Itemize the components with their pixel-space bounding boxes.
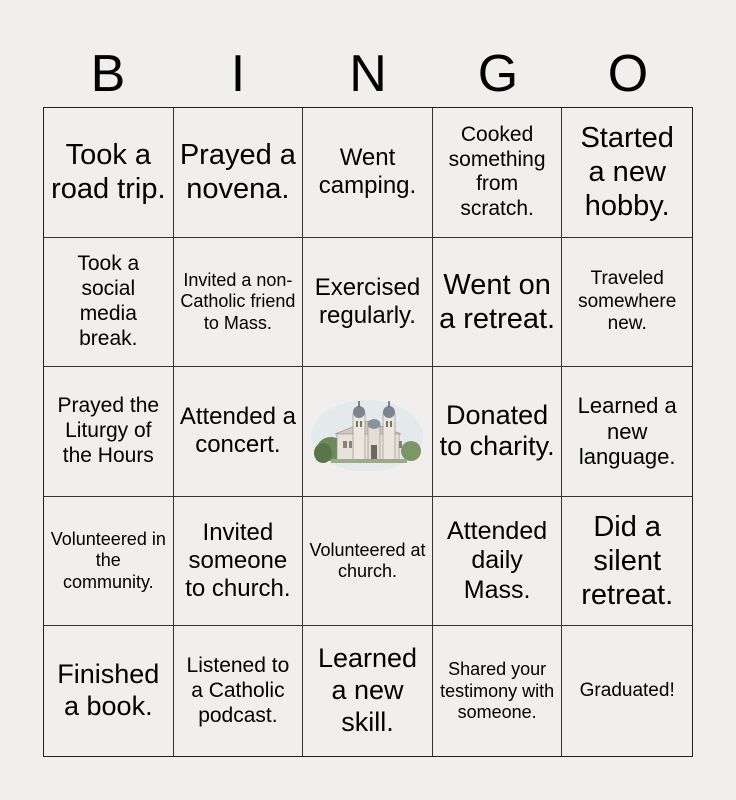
bingo-cell-r3-c4 — [433, 367, 563, 497]
header-letter-b: B — [90, 45, 126, 103]
bingo-cell-r2-c2 — [174, 238, 304, 368]
bingo-cell-text: Learned a new skill. — [317, 643, 418, 738]
bingo-cell-text: Exercised regularly. — [314, 273, 421, 329]
bingo-cell-r1-c2 — [174, 108, 304, 238]
bingo-cell-text: Started a new hobby. — [580, 121, 674, 223]
bingo-cell-text: Donated to charity. — [439, 399, 555, 462]
bingo-cell-r5-c4 — [433, 626, 563, 756]
bingo-cell-r3-c1 — [44, 367, 174, 497]
bingo-cell-text: Took a social media break. — [77, 252, 140, 350]
bingo-cell-text: Traveled somewhere new. — [578, 268, 677, 335]
bingo-header — [43, 40, 693, 108]
bingo-cell-text: Invited someone to church. — [185, 518, 291, 603]
bingo-cell-text: Graduated! — [579, 679, 675, 701]
bingo-cell-r2-c5 — [562, 238, 692, 368]
bingo-cell-text: Took a road trip. — [51, 139, 166, 206]
bingo-cell-text: Prayed a novena. — [179, 139, 296, 206]
bingo-cell-r4-c1 — [44, 497, 174, 627]
bingo-cell-r2-c3 — [303, 238, 433, 368]
bingo-cell-r3-c5 — [562, 367, 692, 497]
bingo-cell-r4-c5 — [562, 497, 692, 627]
header-letter-i: I — [230, 45, 246, 103]
bingo-cell-r5-c2 — [174, 626, 304, 756]
bingo-cell-r5-c5 — [562, 626, 692, 756]
header-letter-o: O — [607, 45, 649, 103]
bingo-cell-r2-c4 — [433, 238, 563, 368]
bingo-cell-text: Attended daily Mass. — [447, 516, 548, 604]
bingo-cell-text: Cooked something from scratch. — [448, 122, 546, 221]
cathedral-illustration-icon — [311, 391, 423, 471]
bingo-cell-r1-c3 — [303, 108, 433, 238]
bingo-cell-text: Went on a retreat. — [439, 268, 556, 335]
bingo-cell-text: Listened to a Catholic podcast. — [186, 654, 290, 727]
bingo-cell-r5-c1 — [44, 626, 174, 756]
bingo-cell-text: Shared your testimony with someone. — [440, 659, 555, 722]
bingo-cell-text: Went camping. — [318, 143, 417, 200]
bingo-cell-r4-c4 — [433, 497, 563, 627]
bingo-cell-text: Did a silent retreat. — [581, 510, 674, 612]
bingo-cell-text: Invited a non-Catholic friend to Mass. — [180, 270, 296, 333]
bingo-cell-r4-c2 — [174, 497, 304, 627]
bingo-cell-r1-c1 — [44, 108, 174, 238]
bingo-cell-r1-c5 — [562, 108, 692, 238]
bingo-cell-text: Finished a book. — [57, 659, 160, 722]
bingo-card-grid — [43, 107, 693, 757]
bingo-cell-text: Volunteered in the community. — [50, 529, 166, 592]
free-space-cell — [303, 367, 433, 497]
bingo-cell-text: Learned a new language. — [577, 392, 677, 470]
bingo-cell-r3-c2 — [174, 367, 304, 497]
bingo-cell-r5-c3 — [303, 626, 433, 756]
bingo-cell-text: Attended a concert. — [179, 403, 296, 459]
bingo-cell-r4-c3 — [303, 497, 433, 627]
bingo-cell-text: Prayed the Liturgy of the Hours — [57, 394, 160, 467]
header-letter-g: G — [477, 45, 519, 103]
bingo-cell-r1-c4 — [433, 108, 563, 238]
bingo-cell-r2-c1 — [44, 238, 174, 368]
bingo-cell-text: Volunteered at church. — [309, 539, 426, 582]
header-letter-n: N — [349, 45, 387, 103]
